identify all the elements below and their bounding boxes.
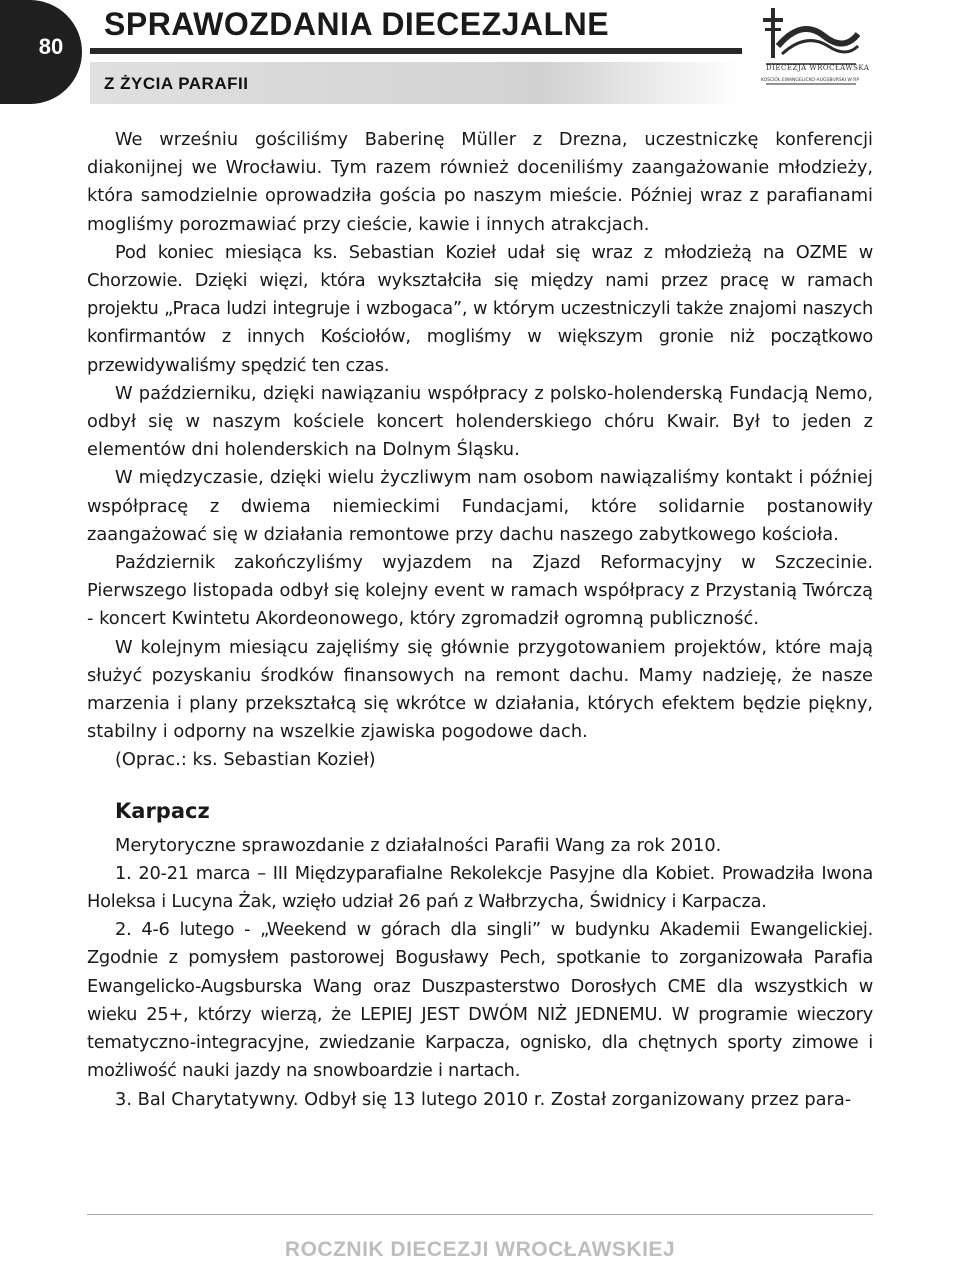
logo-subtext: KOŚCIÓŁ EWANGELICKO-AUGSBURSKI W RP [760,78,860,83]
title-rule [90,48,742,54]
section-heading: Karpacz [115,798,210,823]
article-body [87,126,873,1114]
article-paragraph: W październiku, dzięki nawiązaniu współpracy z polsko-holenderską Fundacją Nemo, odbył się w naszym kościele koncert holenderskiego chóru Kwair. Był to jeden z elementów dni holenderskich na Dolnym Śląsku. [87,382,873,461]
page-number: 80 [38,34,64,59]
section-paragraph: 1. 20-21 marca – III Międzyparafialne Rekolekcje Pasyjne dla Kobiet. Prowadziła Iwona Holeksa i Lucyna Żak, wzięło udział 26 pań z Wałbrzycha, Świdnicy i Karpacza. [87,862,873,913]
article-paragraph: W międzyczasie, dzięki wielu życzliwym nam osobom nawiązaliśmy kontakt i później współpracę z dwiema niemieckimi Fundacjami, które solidarnie postanowiły zaangażować się w działania remontowe przy dachu naszego zabytkowego kościoła. [87,467,873,545]
article-paragraph: We wrześniu gościliśmy Baberinę Müller z Drezna, uczestniczkę konferencji diakonijnej we Wrocławiu. Tym razem również doceniliśmy zaangażowanie młodzieży, która samodzielnie oprowadziła gościa po naszym mieście. Później wraz z parafianami mogliśmy porozmawiać przy cieście, kawie i innych atrakcjach. [87,129,873,235]
article-paragraph: Październik zakończyliśmy wyjazdem na Zjazd Reformacyjny w Szczecinie. Pierwszego listopada odbył się kolejny event w ramach współpracy z Przystanią Twórczą - koncert Kwintetu Akordeonowego, który zgromadził ogromną publiczność. [87,552,873,630]
page-footer: ROCZNIK DIECEZJI WROCŁAWSKIEJ [284,1238,676,1261]
section-paragraph: 3. Bal Charytatywny. Odbył się 13 lutego 2010 r. Został zorganizowany przez para- [115,1088,852,1110]
section-paragraph: Merytoryczne sprawozdanie z działalności Parafii Wang za rok 2010. [115,834,722,856]
page-header [0,0,960,108]
article-paragraph: W kolejnym miesiącu zajęliśmy się głównie przygotowaniem projektów, które mają służyć pozyskaniu środków finansowych na remont dachu. Mamy nadzieję, że nasze marzenia i plany przekształcą się wkrótce w działania, których efektem będzie piękny, stabilny i odporny na wszelkie zjawiska pogodowe dach. [87,636,873,743]
section-title: SPRAWOZDANIA DIECEZJALNE [104,6,610,42]
article-paragraph: Pod koniec miesiąca ks. Sebastian Kozieł udał się wraz z młodzieżą na OZME w Chorzowie. Dzięki więzi, która wykształciła się między nami przez pracę w ramach projektu „Praca ludzi integruje i wzbogaca”, w którym uczestniczyli także znajomi naszych konfirmantów z innych Kościołów, mogliśmy w większym gronie niż początkowo przewidywaliśmy spędzić ten czas. [87,241,873,376]
footer-rule [87,1214,873,1215]
logo-text: DIECEZJA WROCŁAWSKA [766,64,870,72]
article-author: (Oprac.: ks. Sebastian Kozieł) [115,749,376,771]
section-paragraph: 2. 4-6 lutego - „Weekend w górach dla singli” w budynku Akademii Ewangelickiej. Zgodnie z pomysłem pastorowej Bogusławy Pech, spotkanie to zorganizowała Parafia Ewangelicko-Augsburska Wang oraz Duszpasterstwo Dorosłych CME dla wszystkich w wieku 25+, którzy wierzą, że LEPIEJ JEST DWÓM NIŻ JEDNEMU. W programie wieczory tematyczno-integracyjne, zwiedzanie Karpacza, ognisko, dla chętnych sporty zimowe i możliwość nauki jazdy na snowboardzie i nartach. [87,919,873,1082]
section-subtitle: Z ŻYCIA PARAFII [104,74,249,93]
